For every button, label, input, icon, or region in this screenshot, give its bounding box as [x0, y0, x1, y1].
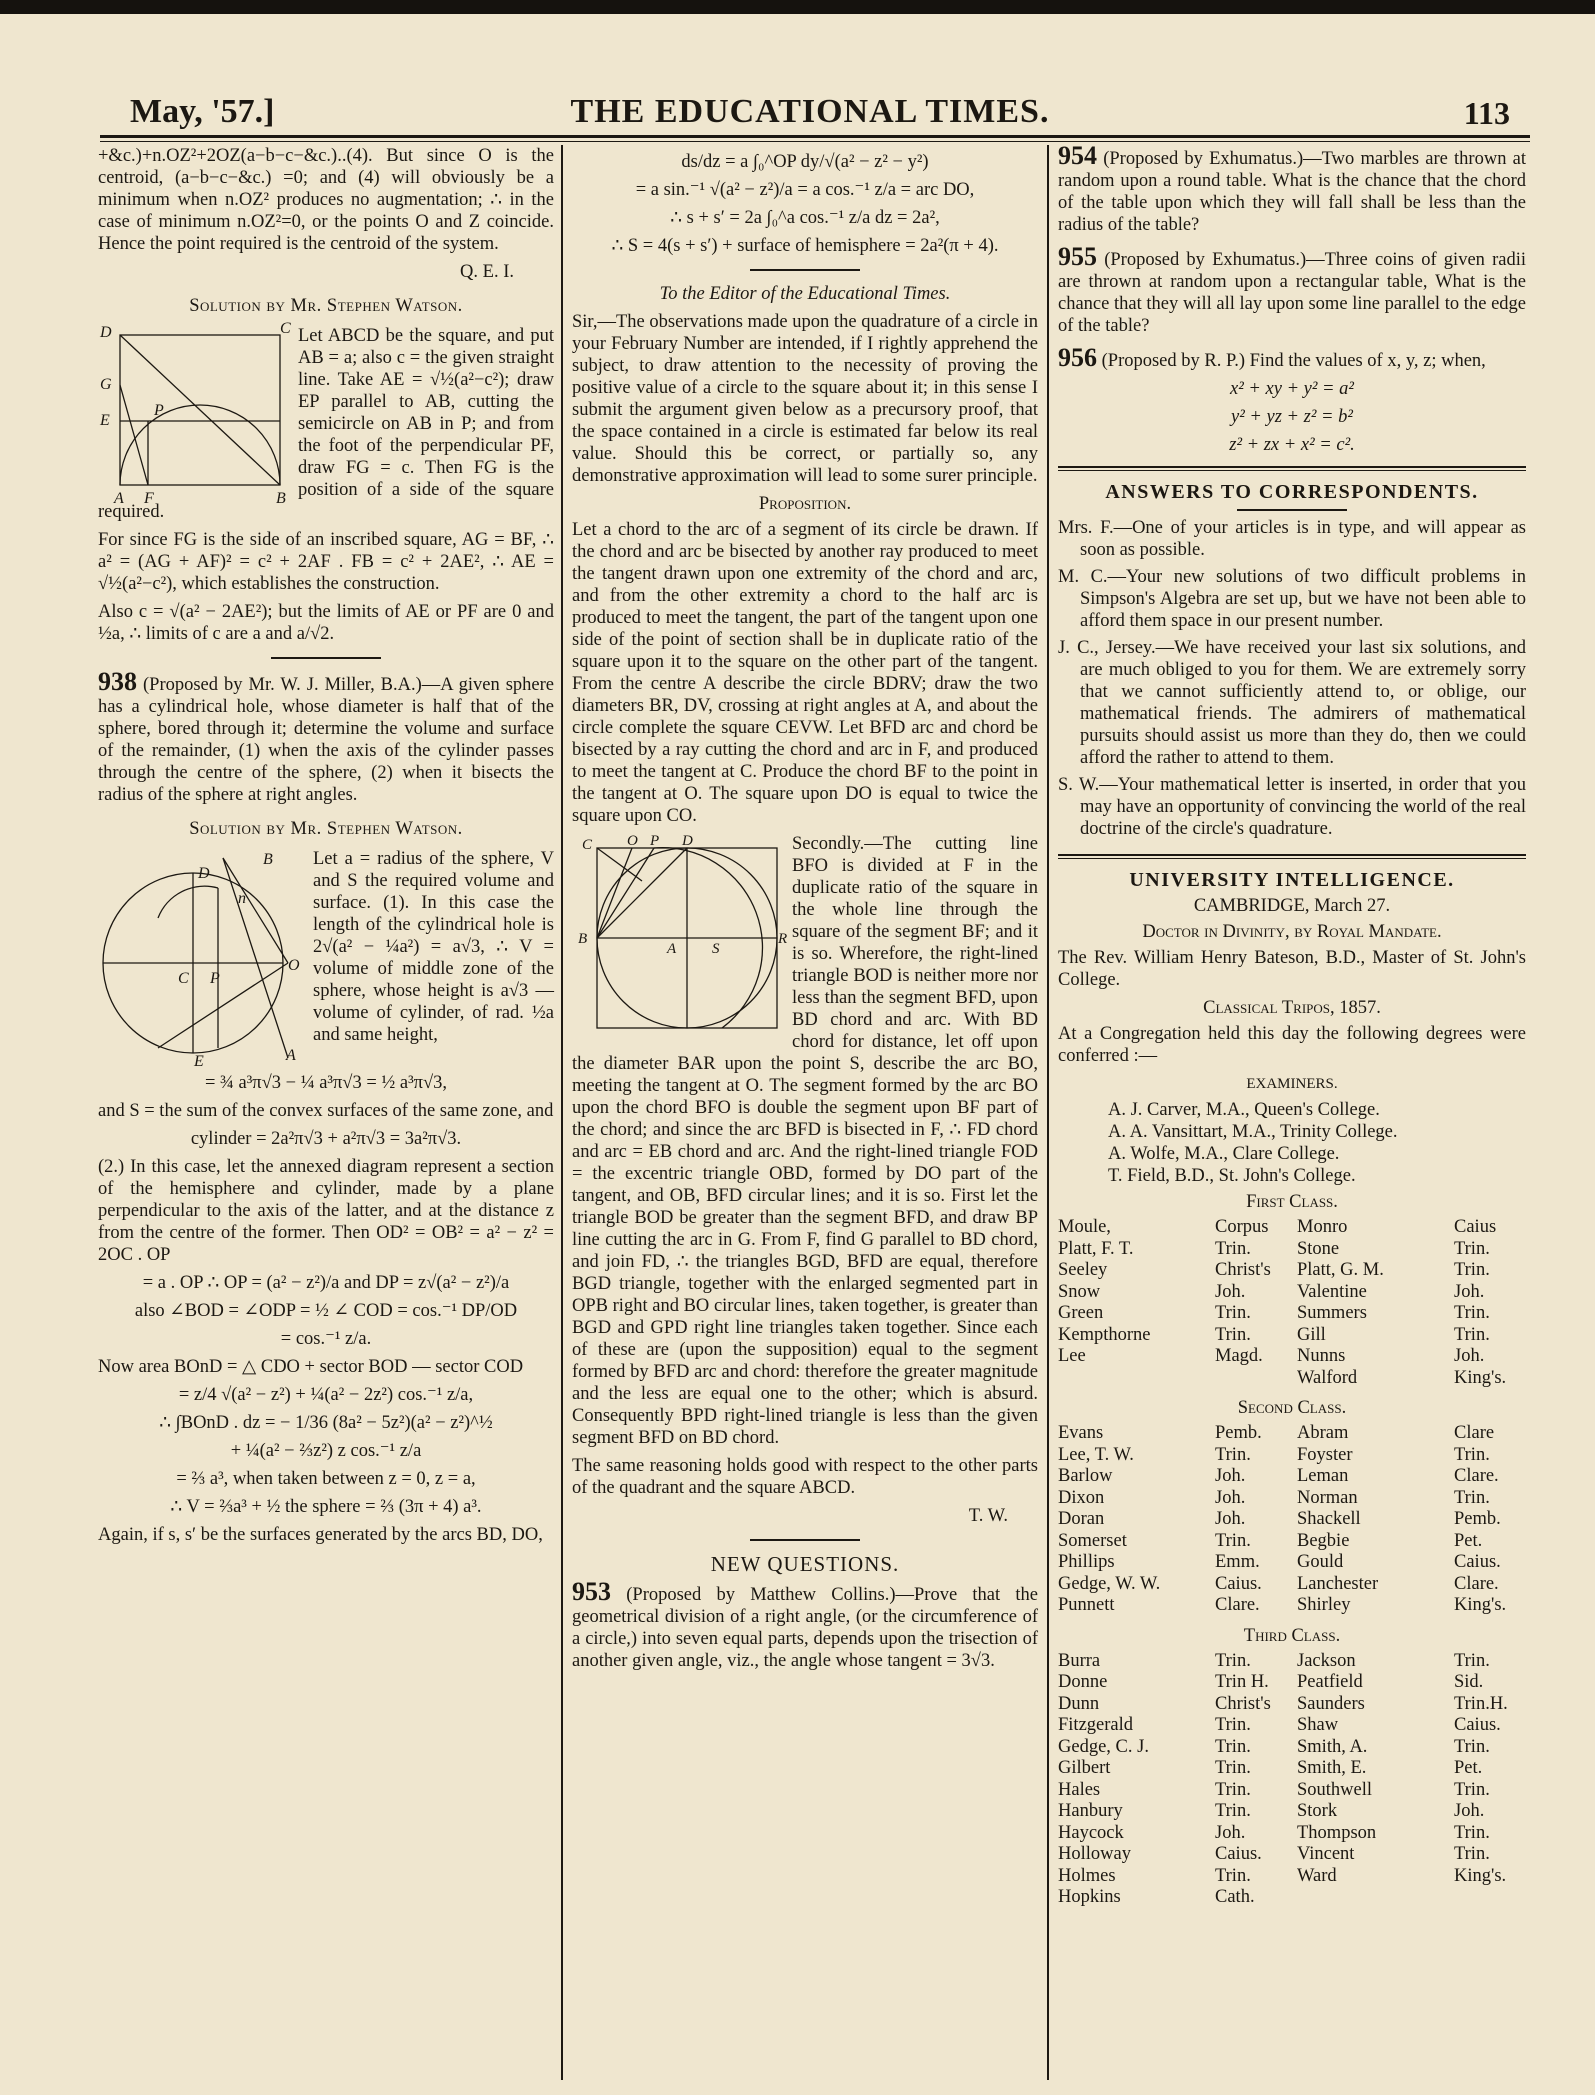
header-rule: [100, 135, 1530, 138]
graduate-row: [1058, 1801, 1287, 1823]
paragraph: The same reasoning holds good with respect to the other parts of the quadrant and the square ABCD.: [572, 1456, 1038, 1498]
graduate-name: Barlow: [1058, 1466, 1113, 1486]
graduate-name: Fitzgerald: [1058, 1715, 1134, 1735]
graduate-name: Lanchester: [1297, 1573, 1379, 1594]
graduate-row: [1058, 1866, 1287, 1888]
svg-text:F: F: [144, 490, 154, 507]
graduate-college: Trin.H.: [1454, 1693, 1508, 1714]
graduate-row: [1058, 1672, 1287, 1694]
solution-heading: Solution by Mr. Stephen Watson.: [189, 819, 463, 839]
paragraph: Sir,—The observations made upon the quadrature of a circle in your February Number are intended, if I rightly apprehend the subject, to draw attention to the necessity of proving the positive value of a circle to the square about it; in this sense I submit the argument given below as a precursory proof, that the space contained in a circle is estimated far below its real value. Should this be correct, or partially so, any demonstrative approximation will lead to some surer principle.: [572, 312, 1038, 486]
answer-item: M. C.—Your new solutions of two difficult problems in Simpson's Algebra are set up, but we have not been able to afford them space in our present number.: [1058, 567, 1526, 631]
graduate-college: Trin.: [1215, 1238, 1251, 1259]
graduate-college: Trin.: [1454, 1844, 1490, 1864]
graduate-name: Haycock: [1058, 1822, 1124, 1843]
graduate-row: [1058, 1574, 1287, 1596]
graduate-row: [1058, 1780, 1287, 1802]
graduate-college: Emm.: [1215, 1552, 1260, 1572]
third-class-left: [1058, 1651, 1287, 1909]
question-953: [572, 1577, 1039, 1672]
svg-text:B: B: [276, 490, 286, 507]
graduate-college: Pet.: [1454, 1758, 1483, 1778]
graduate-college: Pet.: [1454, 1530, 1483, 1551]
svg-text:O: O: [288, 957, 300, 974]
graduate-row: [1297, 1758, 1526, 1780]
graduate-name: Shaw: [1297, 1715, 1339, 1735]
svg-text:C: C: [582, 837, 593, 853]
svg-text:E: E: [194, 1053, 204, 1070]
graduate-row: [1297, 1488, 1526, 1510]
first-class-left: [1058, 1217, 1287, 1389]
graduate-college: King's.: [1454, 1865, 1507, 1886]
letter-heading: To the Editor of the Educational Times.: [659, 284, 951, 304]
graduate-row: [1058, 1346, 1287, 1368]
page-header: [90, 85, 1530, 135]
graduate-college: Joh.: [1454, 1801, 1485, 1821]
graduate-name: Foyster: [1297, 1444, 1353, 1465]
paragraph: Now area BOnD = △ CDO + sector BOD — sector COD: [98, 1357, 524, 1377]
graduate-name: Shackell: [1297, 1509, 1361, 1529]
graduate-college: Joh.: [1215, 1509, 1246, 1529]
graduate-row: [1297, 1823, 1526, 1845]
graduate-college: Joh.: [1215, 1466, 1246, 1486]
header-rule-thin: [100, 141, 1530, 142]
answers-list: [1058, 517, 1526, 840]
examiner: A. A. Vansittart, M.A., Trinity College.: [1108, 1122, 1398, 1142]
column-3: [1058, 141, 1526, 1917]
paragraph: and S = the sum of the convex surfaces of the same zone, and: [98, 1101, 554, 1121]
second-class-left: [1058, 1423, 1287, 1617]
svg-text:B: B: [578, 931, 588, 947]
graduate-college: Joh.: [1215, 1822, 1246, 1843]
proposition-heading: Proposition.: [758, 494, 852, 514]
graduate-college: Trin.: [1215, 1779, 1251, 1800]
question-text: (Proposed by Exhumatus.)—Two marbles are thrown at random upon a round table. What is the chance that the chord of the table upon which they will fall shall be less than the radius of the table?: [1058, 149, 1526, 235]
graduate-college: Trin.: [1215, 1324, 1251, 1345]
question-text: (Proposed by R. P.) Find the values of x, y, z; when,: [1101, 351, 1486, 371]
graduate-college: Caius.: [1454, 1715, 1501, 1735]
graduate-name: Valentine: [1297, 1281, 1367, 1302]
graduate-college: King's.: [1454, 1367, 1507, 1388]
question-number: 938: [98, 667, 137, 696]
svg-text:P: P: [210, 970, 220, 987]
graduate-row: [1058, 1887, 1287, 1909]
svg-text:O: O: [627, 833, 638, 849]
second-class-heading: Second Class.: [1237, 1398, 1347, 1418]
svg-text:E: E: [100, 412, 110, 429]
svg-text:C: C: [178, 970, 189, 987]
graduate-name: Snow: [1058, 1281, 1101, 1302]
equation: z² + zx + x² = c².: [1229, 435, 1355, 455]
graduate-name: Abram: [1297, 1423, 1349, 1443]
graduate-name: Hanbury: [1058, 1801, 1123, 1821]
graduate-row: [1058, 1325, 1287, 1347]
paragraph: Let ABCD be the square, and put AB = a; also c = the given straight line. Take AE = √½(a²−c²); draw EP parallel to AB, cutting the semicircle on AB in P; and from the foot of the perpendicular PF, draw FG = c. Then FG is the position of a side of the square required.: [98, 326, 554, 522]
graduate-row: [1058, 1303, 1287, 1325]
svg-text:D: D: [682, 833, 693, 849]
graduate-college: Cath.: [1215, 1887, 1255, 1907]
graduate-name: Hopkins: [1058, 1887, 1121, 1907]
graduate-college: Trin.: [1454, 1260, 1490, 1280]
graduate-name: Lee, T. W.: [1058, 1444, 1134, 1465]
graduate-row: [1297, 1780, 1526, 1802]
graduate-name: Vincent: [1297, 1844, 1355, 1864]
graduate-name: Smith, E.: [1297, 1758, 1367, 1778]
paragraph: The Rev. William Henry Bateson, B.D., Master of St. John's College.: [1058, 948, 1526, 990]
graduate-name: Somerset: [1058, 1530, 1127, 1551]
examiner: A. J. Carver, M.A., Queen's College.: [1108, 1100, 1380, 1120]
equation: y² + yz + z² = b²: [1231, 407, 1353, 427]
equation: ds/dz = a ∫₀^OP dy/√(a² − z² − y²): [681, 152, 929, 172]
svg-text:A: A: [286, 1047, 296, 1064]
graduate-name: Doran: [1058, 1509, 1105, 1529]
graduate-row: [1297, 1715, 1526, 1737]
third-class-heading: Third Class.: [1243, 1625, 1341, 1646]
graduate-row: [1297, 1866, 1526, 1888]
header-date: May, '57.]: [130, 93, 275, 130]
graduate-college: Christ's: [1215, 1693, 1271, 1714]
graduate-college: Clare.: [1454, 1466, 1499, 1486]
graduate-name: Ward: [1297, 1865, 1337, 1886]
graduate-row: [1297, 1844, 1526, 1866]
graduate-name: Leman: [1297, 1466, 1349, 1486]
graduate-name: Shirley: [1297, 1595, 1351, 1615]
graduate-college: Trin.: [1215, 1303, 1251, 1323]
answer-item: S. W.—Your mathematical letter is inserted, in order that you may have an opportunity of convincing the world of the real doctrine of the circle's quadrature.: [1058, 775, 1526, 839]
graduate-name: Gill: [1297, 1324, 1326, 1345]
question-954: [1058, 141, 1526, 236]
graduate-college: Trin.: [1454, 1779, 1490, 1800]
svg-text:D: D: [100, 324, 112, 341]
third-class-right: [1297, 1651, 1526, 1909]
graduate-college: Trin.: [1215, 1758, 1251, 1778]
graduate-row: [1058, 1651, 1287, 1673]
graduate-name: Hales: [1058, 1779, 1101, 1800]
graduate-name: Stork: [1297, 1801, 1338, 1821]
graduate-name: Platt, G. M.: [1297, 1260, 1384, 1280]
answers-heading: ANSWERS TO CORRESPONDENTS.: [1105, 481, 1479, 503]
column-divider-1: [561, 145, 563, 2080]
graduate-name: Gould: [1297, 1552, 1344, 1572]
paragraph: Also c = √(a² − 2AE²); but the limits of AE or PF are 0 and ½a, ∴ limits of c are a and a/√2.: [98, 602, 554, 644]
new-questions-heading: NEW QUESTIONS.: [710, 1552, 900, 1576]
graduate-name: Punnett: [1058, 1595, 1115, 1615]
svg-text:n: n: [238, 890, 246, 907]
graduate-name: Seeley: [1058, 1260, 1108, 1280]
svg-text:D: D: [198, 865, 210, 882]
question-938: [98, 667, 555, 806]
graduate-college: Caius: [1454, 1217, 1497, 1237]
graduate-row: [1297, 1325, 1526, 1347]
header-title: THE EDUCATIONAL TIMES.: [570, 93, 1050, 130]
graduate-college: Clare.: [1215, 1595, 1260, 1615]
column-2: [572, 145, 1038, 1678]
graduate-name: Gilbert: [1058, 1758, 1111, 1778]
graduate-row: [1058, 1595, 1287, 1617]
svg-text:P: P: [154, 402, 164, 419]
svg-text:G: G: [100, 376, 112, 393]
graduate-row: [1297, 1737, 1526, 1759]
graduate-college: Trin H.: [1215, 1672, 1269, 1692]
graduate-name: Holloway: [1058, 1844, 1131, 1864]
examiner: A. Wolfe, M.A., Clare College.: [1108, 1144, 1340, 1164]
graduate-row: [1058, 1217, 1287, 1239]
tripos-heading: Classical Tripos, 1857.: [1203, 998, 1381, 1018]
graduate-row: [1297, 1801, 1526, 1823]
graduate-name: Summers: [1297, 1303, 1367, 1323]
graduate-row: [1297, 1423, 1526, 1445]
graduate-row: [1058, 1715, 1287, 1737]
graduate-college: Joh.: [1215, 1487, 1246, 1508]
circle-square-diagram: [572, 833, 788, 1033]
graduate-college: Caius.: [1454, 1552, 1501, 1572]
answer-item: J. C., Jersey.—We have received your last six solutions, and are much obliged to you for them. We are extremely sorry that we cannot sufficiently attend to, or oblige, our mathematical friends. The admirers of mathematical pursuits should assist us more than they do, then we could afford the rather to attend to them.: [1058, 638, 1526, 768]
svg-text:P: P: [650, 833, 660, 849]
equation: = ¾ a³π√3 − ¼ a³π√3 = ½ a³π√3,: [204, 1073, 448, 1093]
paragraph: Secondly.—The cutting line BFO is divided at F in the duplicate ratio of the square in the whole line through the square of the segment BF; and it is so. Wherefore, the right-lined triangle BOD is neither more nor less than the segment BFD, upon BD chord and arc. With BD chord for distance, let off upon the diameter BAR upon the point S, describe the arc BO, meeting the tangent at O. The segment formed by the arc BO upon the chord BFO is double the segment upon BF part of the chord; and since the arc BFD is bisected in F, ∴ FD chord and arc = EB chord and arc. And the right-lined triangle FOD = the excentric triangle OBD, formed by DO part of the tangent, and OB, BFD circular lines; and it is so. First let the triangle BOD be greater than the segment BFD, and draw BP line cutting the arc in G. From F, find G parallel to BD chord, and join FD, ∴ the triangles BGD, BFD are equal, therefore BGD triangle, together with the enlarged segmented part in OPB right and BO circular lines, taken together, is greater than BGD and GPD right line triangles taken together. Since each of these are (upon the supposition) equal to the segment formed by BFD arc and chord: therefore the greater magnitude and the less are equal one to the other; which is absurd. Consequently BPD right-lined triangle is less than the given segment BFD on BD chord.: [572, 834, 1038, 1448]
graduate-college: Caius.: [1215, 1573, 1262, 1594]
graduate-name: Stone: [1297, 1238, 1340, 1259]
third-class-list: [1058, 1651, 1526, 1909]
graduate-name: Gedge, W. W.: [1058, 1573, 1161, 1594]
graduate-row: [1297, 1595, 1526, 1617]
graduate-row: [1297, 1217, 1526, 1239]
solution-heading: Solution by Mr. Stephen Watson.: [189, 296, 463, 316]
second-class-right: [1297, 1423, 1526, 1617]
graduate-row: [1297, 1694, 1526, 1716]
graduate-name: Dixon: [1058, 1487, 1105, 1508]
graduate-row: [1058, 1239, 1287, 1261]
question-text: (Proposed by Matthew Collins.)—Prove that the geometrical division of a right angle, (or the circumference of a circle,) into seven equal parts, depends upon the trisection of another given angle, viz., the angle whose tangent = 3√3.: [572, 1585, 1039, 1671]
graduate-row: [1297, 1303, 1526, 1325]
answer-item: Mrs. F.—One of your articles is in type, and will appear as soon as possible.: [1058, 518, 1526, 560]
equation: + ¼(a² − ⅔z²) z cos.⁻¹ z/a: [230, 1441, 422, 1461]
first-class-right: [1297, 1217, 1526, 1389]
section-rule: [1058, 854, 1526, 856]
paragraph: Again, if s, s′ be the surfaces generated by the arcs BD, DO,: [98, 1525, 543, 1545]
newspaper-page: [90, 85, 1530, 2080]
separator: [750, 269, 860, 271]
graduate-row: [1058, 1823, 1287, 1845]
graduate-college: Trin.: [1215, 1801, 1251, 1821]
graduate-row: [1297, 1531, 1526, 1553]
sphere-section-diagram: [98, 848, 303, 1068]
question-number: 954: [1058, 141, 1097, 170]
question-number: 955: [1058, 242, 1097, 271]
graduate-name: Peatfield: [1297, 1672, 1363, 1692]
graduate-college: Trin.: [1454, 1650, 1490, 1671]
graduate-college: Trin.: [1454, 1444, 1490, 1465]
graduate-name: Green: [1058, 1303, 1104, 1323]
graduate-row: [1058, 1531, 1287, 1553]
graduate-college: Trin.: [1454, 1324, 1490, 1345]
graduate-row: [1297, 1552, 1526, 1574]
graduate-college: Trin.: [1454, 1736, 1490, 1757]
equation: ∴ ∫BOnD . dz = − 1/36 (8a² − 5z²)(a² − z²)^½: [159, 1413, 493, 1433]
graduate-college: Joh.: [1215, 1281, 1246, 1302]
equation: = a sin.⁻¹ √(a² − z²)/a = a cos.⁻¹ z/a = arc DO,: [635, 180, 975, 200]
graduate-row: [1297, 1346, 1526, 1368]
svg-text:A: A: [114, 490, 124, 507]
graduate-row: [1297, 1260, 1526, 1282]
examiners-list: [1058, 1099, 1526, 1187]
graduate-row: [1058, 1737, 1287, 1759]
graduate-college: Trin.: [1454, 1303, 1490, 1323]
page-number: 113: [1463, 95, 1510, 131]
graduate-name: Thompson: [1297, 1822, 1377, 1843]
graduate-college: Joh.: [1454, 1281, 1485, 1302]
column-1: [98, 145, 554, 1552]
square-semicircle-diagram: [98, 320, 291, 507]
graduate-college: Pemb.: [1454, 1509, 1501, 1529]
graduate-row: [1297, 1239, 1526, 1261]
graduate-name: Kempthorne: [1058, 1324, 1151, 1345]
paragraph: For since FG is the side of an inscribed square, AG = BF, ∴ a² = (AG + AF)² = c² + 2AF . FB = c² + 2AE², ∴ AE = √½(a²−c²), which establishes the construction.: [98, 530, 554, 594]
paragraph: +&c.)+n.OZ²+2OZ(a−b−c−&c.)..(4). But since O is the centroid, (a−b−c−&c.) =0; and (4) will obviously be a minimum when n.OZ² produces no augmentation; ∴ in the case of minimum n.OZ²=0, or the points O and Z coincide. Hence the point required is the centroid of the system.: [98, 146, 554, 254]
graduate-row: [1297, 1509, 1526, 1531]
graduate-row: [1297, 1672, 1526, 1694]
equation: cylinder = 2a²π√3 + a²π√3 = 3a²π√3.: [190, 1129, 462, 1149]
question-text: (Proposed by Exhumatus.)—Three coins of given radii are thrown at random upon a rectangular table, What is the chance that they will all lay upon some line parallel to the edge of the table?: [1058, 250, 1526, 336]
cambridge-dateline: CAMBRIDGE, March 27.: [1193, 896, 1391, 916]
graduate-row: [1297, 1445, 1526, 1467]
graduate-college: Joh.: [1454, 1346, 1485, 1366]
first-class-heading: First Class.: [1246, 1192, 1338, 1212]
question-number: 956: [1058, 343, 1097, 372]
svg-text:S: S: [712, 941, 720, 957]
equation: also ∠BOD = ∠ODP = ½ ∠ COD = cos.⁻¹ DP/OD: [134, 1301, 518, 1321]
graduate-college: Trin.: [1215, 1444, 1251, 1465]
separator: [1237, 509, 1347, 511]
separator: [271, 657, 381, 659]
graduate-row: [1058, 1488, 1287, 1510]
examiners-heading: EXAMINERS.: [1246, 1076, 1338, 1092]
section-rule-thin: [1058, 470, 1526, 471]
graduate-name: Donne: [1058, 1672, 1108, 1692]
graduate-name: Jackson: [1297, 1650, 1356, 1671]
paragraph: At a Congregation held this day the following degrees were conferred :—: [1058, 1024, 1526, 1066]
graduate-college: Caius.: [1215, 1844, 1262, 1864]
graduate-college: Trin.: [1215, 1650, 1251, 1671]
equation: ∴ V = ⅔a³ + ½ the sphere = ⅔ (3π + 4) a³.: [170, 1497, 482, 1517]
graduate-row: [1297, 1282, 1526, 1304]
graduate-row: [1058, 1694, 1287, 1716]
qei: Q. E. I.: [460, 262, 514, 282]
graduate-name: Moule,: [1058, 1217, 1111, 1237]
graduate-name: Nunns: [1297, 1346, 1346, 1366]
graduate-name: Gedge, C. J.: [1058, 1736, 1149, 1757]
graduate-name: Dunn: [1058, 1693, 1100, 1714]
graduate-college: Trin.: [1454, 1238, 1490, 1259]
equation: = z/4 √(a² − z²) + ¼(a² − 2z²) cos.⁻¹ z/a,: [178, 1385, 474, 1405]
first-class-list: [1058, 1217, 1526, 1389]
equation: ∴ S = 4(s + s′) + surface of hemisphere = 2a²(π + 4).: [611, 236, 999, 256]
paragraph: Let a = radius of the sphere, V and S the required volume and surface. (1). In this case the length of the cylindrical hole is 2√(a² − ¼a²) = a√3, ∴ V = volume of middle zone of the sphere, whose height is a√3 — volume of cylinder, of rad. ½a and same height,: [313, 849, 554, 1045]
second-class-list: [1058, 1423, 1526, 1617]
graduate-college: King's.: [1454, 1595, 1507, 1615]
question-number: 953: [572, 1577, 611, 1606]
graduate-row: [1297, 1574, 1526, 1596]
question-956: [1058, 343, 1526, 372]
examiner: T. Field, B.D., St. John's College.: [1108, 1166, 1356, 1186]
graduate-college: Trin.: [1215, 1736, 1251, 1757]
svg-text:B: B: [263, 851, 273, 868]
graduate-college: Pemb.: [1215, 1423, 1262, 1443]
graduate-name: Walford: [1297, 1367, 1358, 1388]
graduate-name: Monro: [1297, 1217, 1348, 1237]
graduate-college: Christ's: [1215, 1260, 1271, 1280]
graduate-college: Sid.: [1454, 1672, 1484, 1692]
graduate-row: [1058, 1282, 1287, 1304]
equation: = a . OP ∴ OP = (a² − z²)/a and DP = z√(a² − z²)/a: [142, 1273, 510, 1293]
graduate-name: Burra: [1058, 1650, 1101, 1671]
graduate-row: [1297, 1368, 1526, 1390]
svg-text:A: A: [667, 941, 677, 957]
graduate-row: [1058, 1758, 1287, 1780]
graduate-name: Phillips: [1058, 1552, 1115, 1572]
equation: = cos.⁻¹ z/a.: [280, 1329, 372, 1349]
section-rule: [1058, 466, 1526, 468]
equation: = ⅔ a³, when taken between z = 0, z = a,: [176, 1469, 476, 1489]
question-text: (Proposed by Mr. W. J. Miller, B.A.)—A given sphere has a cylindrical hole, whose diameter is half that of the sphere, bored through it; determine the volume and surface of the remainder, (1) when the axis of the cylinder passes through the centre of the sphere, (2) when it bisects the radius of the sphere at right angles.: [98, 675, 555, 805]
graduate-college: Magd.: [1215, 1346, 1263, 1366]
graduate-college: Clare.: [1454, 1573, 1499, 1594]
signature: T. W.: [968, 1506, 1008, 1526]
graduate-college: Clare: [1454, 1423, 1495, 1443]
svg-text:R: R: [778, 931, 788, 947]
dd-heading: Doctor in Divinity, by Royal Mandate.: [1142, 922, 1442, 942]
separator: [750, 1539, 860, 1541]
graduate-name: Norman: [1297, 1487, 1358, 1508]
graduate-row: [1297, 1651, 1526, 1673]
graduate-name: Begbie: [1297, 1530, 1350, 1551]
graduate-college: Trin.: [1215, 1865, 1251, 1886]
graduate-row: [1058, 1466, 1287, 1488]
graduate-row: [1058, 1445, 1287, 1467]
graduate-college: Trin.: [1454, 1487, 1490, 1508]
svg-text:C: C: [280, 320, 291, 337]
graduate-college: Trin.: [1215, 1530, 1251, 1551]
graduate-row: [1058, 1260, 1287, 1282]
top-dark-band: [0, 0, 1595, 14]
equation: x² + xy + y² = a²: [1230, 379, 1354, 399]
section-rule-thin: [1058, 858, 1526, 859]
graduate-name: Saunders: [1297, 1693, 1365, 1714]
paragraph: (2.) In this case, let the annexed diagram represent a section of the hemisphere and cylinder, made by a plane perpendicular to the axis of the latter, and at the distance z from the centre of the former. Then OD² = OB² = a² − z² = 2OC . OP: [98, 1157, 554, 1265]
graduate-row: [1297, 1466, 1526, 1488]
graduate-row: [1058, 1844, 1287, 1866]
paragraph: Let a chord to the arc of a segment of its circle be drawn. If the chord and arc be bisected by another ray produced to meet the tangent drawn upon one extremity of the chord and arc, and from the other extremity a chord to the half arc is produced to meet the tangent, the part of the tangent upon one side of the point of section shall be in duplicate ratio of the square upon it to the square on the other part of the tangent. From the centre A describe the circle BDRV; draw the two diameters BR, DV, crossing at right angles at A, and about the circle complete the square CEVW. Let BFD arc and chord be bisected by a ray cutting the chord and arc in F, and produced to meet the tangent at C. Produce the chord BF to the point in the tangent at O. The square upon DO is equal to twice the square upon CO.: [572, 520, 1038, 826]
equation: ∴ s + s′ = 2a ∫₀^a cos.⁻¹ z/a dz = 2a²,: [670, 208, 940, 228]
university-heading: UNIVERSITY INTELLIGENCE.: [1129, 869, 1455, 891]
graduate-name: Holmes: [1058, 1865, 1116, 1886]
column-divider-2: [1047, 145, 1049, 2080]
graduate-row: [1058, 1509, 1287, 1531]
graduate-name: Lee: [1058, 1346, 1086, 1366]
graduate-college: Trin.: [1454, 1822, 1490, 1843]
graduate-college: Corpus: [1215, 1217, 1269, 1237]
graduate-name: Evans: [1058, 1423, 1104, 1443]
graduate-college: Trin.: [1215, 1715, 1251, 1735]
graduate-name: Platt, F. T.: [1058, 1238, 1134, 1259]
graduate-row: [1058, 1552, 1287, 1574]
graduate-name: Smith, A.: [1297, 1736, 1368, 1757]
graduate-row: [1058, 1423, 1287, 1445]
graduate-name: Southwell: [1297, 1779, 1373, 1800]
question-955: [1058, 242, 1526, 337]
